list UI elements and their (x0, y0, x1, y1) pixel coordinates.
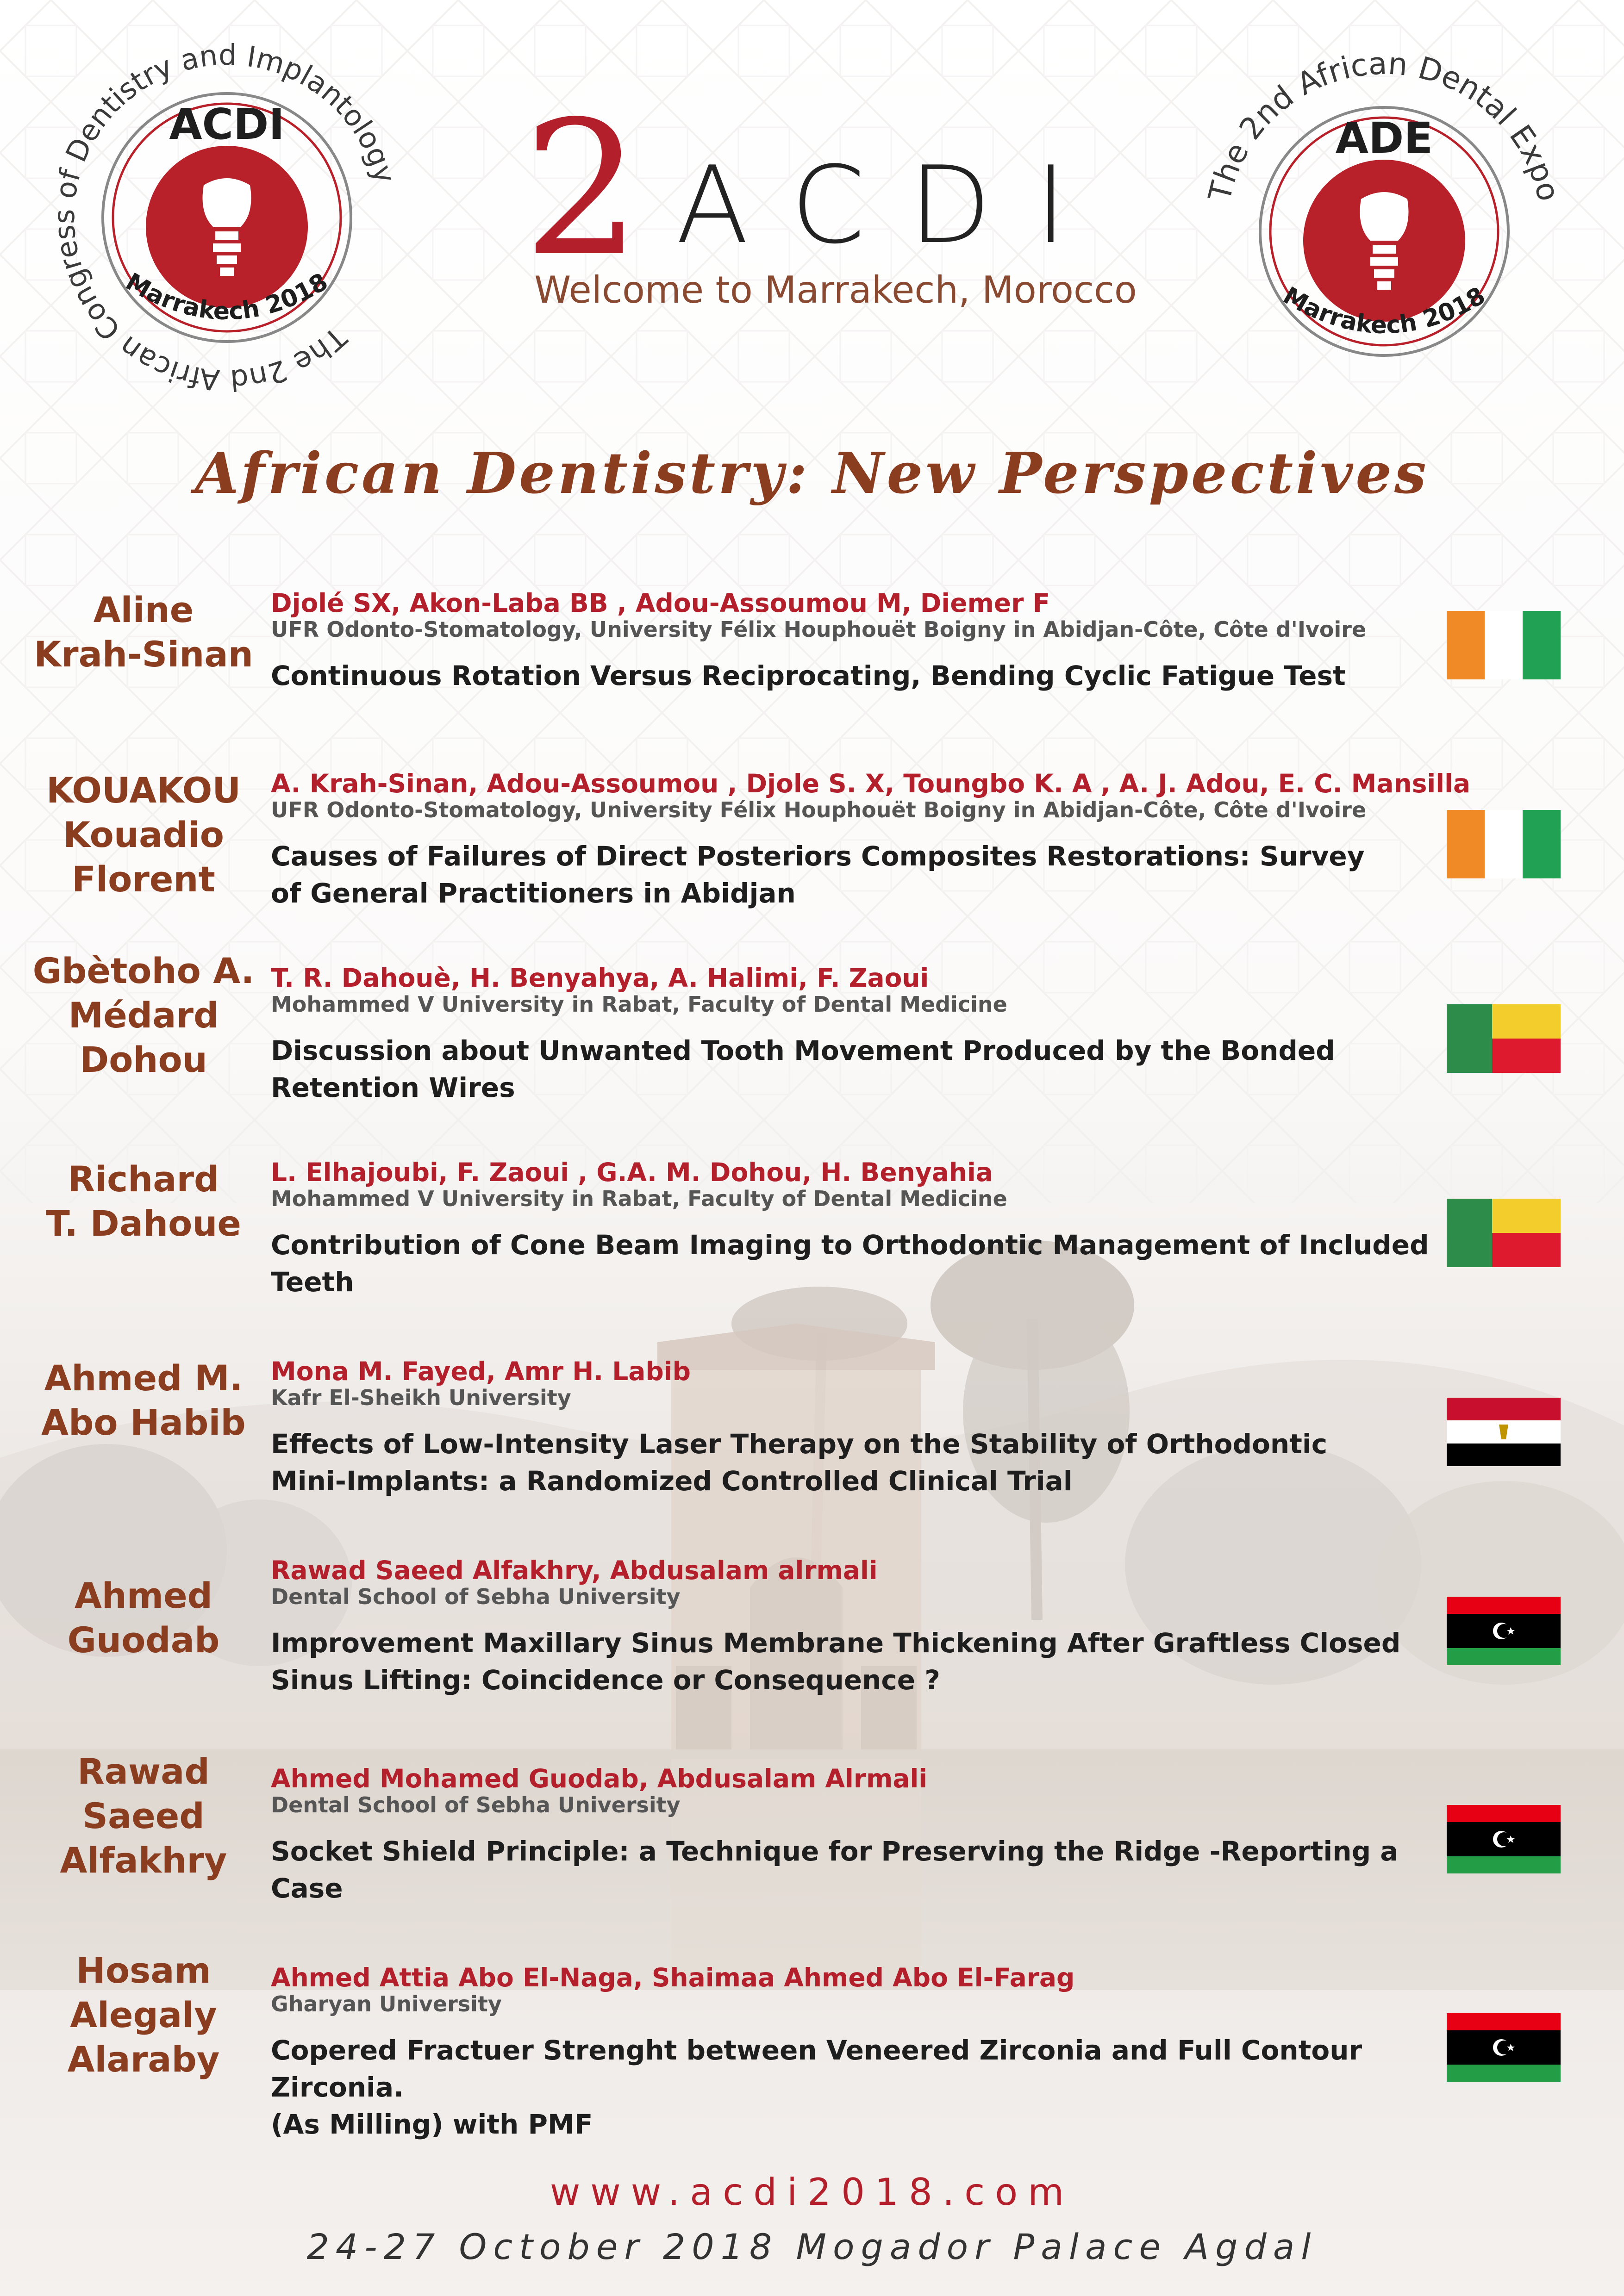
ade-city-year: Marrakech 2018 (1278, 281, 1490, 340)
cote-divoire-flag-icon (1447, 810, 1561, 878)
co-authors: L. Elhajoubi, F. Zaoui , G.A. M. Dohou, H. Benyahia (271, 1157, 993, 1187)
brand-number: 2 (523, 82, 641, 297)
presentation-title: Causes of Failures of Direct Posteriors Composites Restorations: Survey of General Practitioners in Abidjan (271, 840, 1365, 909)
libya-flag-icon (1447, 1805, 1561, 1873)
presentation-title: Improvement Maxillary Sinus Membrane Thickening After Graftless Closed Sinus Lifting: Coincidence or Consequence ? (271, 1627, 1401, 1696)
affiliation: Kafr El-Sheikh University (271, 1385, 571, 1410)
libya-flag-icon (1447, 1597, 1561, 1665)
libya-flag-icon (1447, 2013, 1561, 2082)
ade-logo (1185, 37, 1583, 417)
congress-theme: African Dentistry: New Perspectives (195, 440, 1429, 506)
egypt-flag-icon (1447, 1398, 1561, 1466)
ade-ring-text: The 2nd African Dental Expo (1201, 45, 1567, 205)
speaker-name: Hosam Alegaly Alaraby (67, 1950, 220, 2080)
welcome-tagline: Welcome to Marrakech, Morocco (534, 268, 1137, 311)
benin-flag-icon (1447, 1199, 1561, 1267)
presentation-title: Contribution of Cone Beam Imaging to Orthodontic Management of Included Teeth (271, 1229, 1429, 1298)
affiliation: UFR Odonto-Stomatology, University Félix Houphouët Boigny in Abidjan-Côte, Côte d'Ivoire (271, 617, 1367, 642)
speaker-name: Aline Krah-Sinan (34, 589, 253, 675)
affiliation: Gharyan University (271, 1991, 502, 2016)
speaker-name: Rawad Saeed Alfakhry (60, 1751, 227, 1881)
acdi-ring-text: The 2nd African Congress of Dentistry and Implantology (47, 37, 402, 398)
benin-flag-icon (1447, 1004, 1561, 1073)
affiliation: UFR Odonto-Stomatology, University Félix Houphouët Boigny in Abidjan-Côte, Côte d'Ivoire (271, 797, 1367, 822)
ade-acronym: ADE (1335, 113, 1433, 163)
website-link[interactable]: www.acdi2018.com (550, 2171, 1074, 2214)
speaker-name: KOUAKOU Kouadio Florent (46, 770, 241, 900)
event-dates-venue: 24-27 October 2018 Mogador Palace Agdal (306, 2226, 1318, 2267)
co-authors: T. R. Dahouè, H. Benyahya, A. Halimi, F. Zaoui (271, 963, 929, 993)
brand-letters: ACDI (676, 144, 1111, 268)
co-authors: Mona M. Fayed, Amr H. Labib (271, 1356, 691, 1386)
acdi-city-year: Marrakech 2018 (121, 268, 333, 326)
presentation-title: Copered Fractuer Strenght between Veneered Zirconia and Full Contour Zirconia. (As Milling) with PMF (271, 2035, 1362, 2140)
acdi-acronym: ACDI (169, 100, 285, 149)
speaker-name: Ahmed Guodab (67, 1575, 220, 1661)
affiliation: Dental School of Sebha University (271, 1584, 681, 1609)
tooth-implant-icon (203, 178, 251, 227)
acdi-logo (37, 28, 417, 407)
co-authors: Rawad Saeed Alfakhry, Abdusalam alrmali (271, 1556, 878, 1585)
presentation-title: Socket Shield Principle: a Technique for Preserving the Ridge -Reporting a Case (271, 1836, 1399, 1904)
speaker-name: Richard T. Dahoue (46, 1158, 241, 1244)
speaker-name: Gbètoho A. Médard Dohou (32, 950, 255, 1080)
presentation-title: Discussion about Unwanted Tooth Movement Produced by the Bonded Retention Wires (271, 1035, 1335, 1103)
tooth-implant-icon (1360, 192, 1409, 241)
co-authors: Ahmed Mohamed Guodab, Abdusalam Alrmali (271, 1764, 928, 1793)
affiliation: Mohammed V University in Rabat, Faculty of Dental Medicine (271, 992, 1007, 1017)
presentation-title: Effects of Low-Intensity Laser Therapy on the Stability of Orthodontic Mini-Implants: a Randomized Controlled Clinical Trial (271, 1428, 1328, 1497)
speaker-name: Ahmed M. Abo Habib (41, 1357, 246, 1443)
affiliation: Mohammed V University in Rabat, Faculty of Dental Medicine (271, 1186, 1007, 1211)
co-authors: A. Krah-Sinan, Adou-Assoumou , Djole S. X, Toungbo K. A , A. J. Adou, E. C. Mansilla (271, 769, 1471, 798)
affiliation: Dental School of Sebha University (271, 1792, 681, 1817)
presentation-title: Continuous Rotation Versus Reciprocating, Bending Cyclic Fatigue Test (271, 660, 1346, 691)
co-authors: Djolé SX, Akon-Laba BB , Adou-Assoumou M, Diemer F (271, 588, 1050, 618)
cote-divoire-flag-icon (1447, 611, 1561, 679)
co-authors: Ahmed Attia Abo El-Naga, Shaimaa Ahmed Abo El-Farag (271, 1963, 1075, 1992)
